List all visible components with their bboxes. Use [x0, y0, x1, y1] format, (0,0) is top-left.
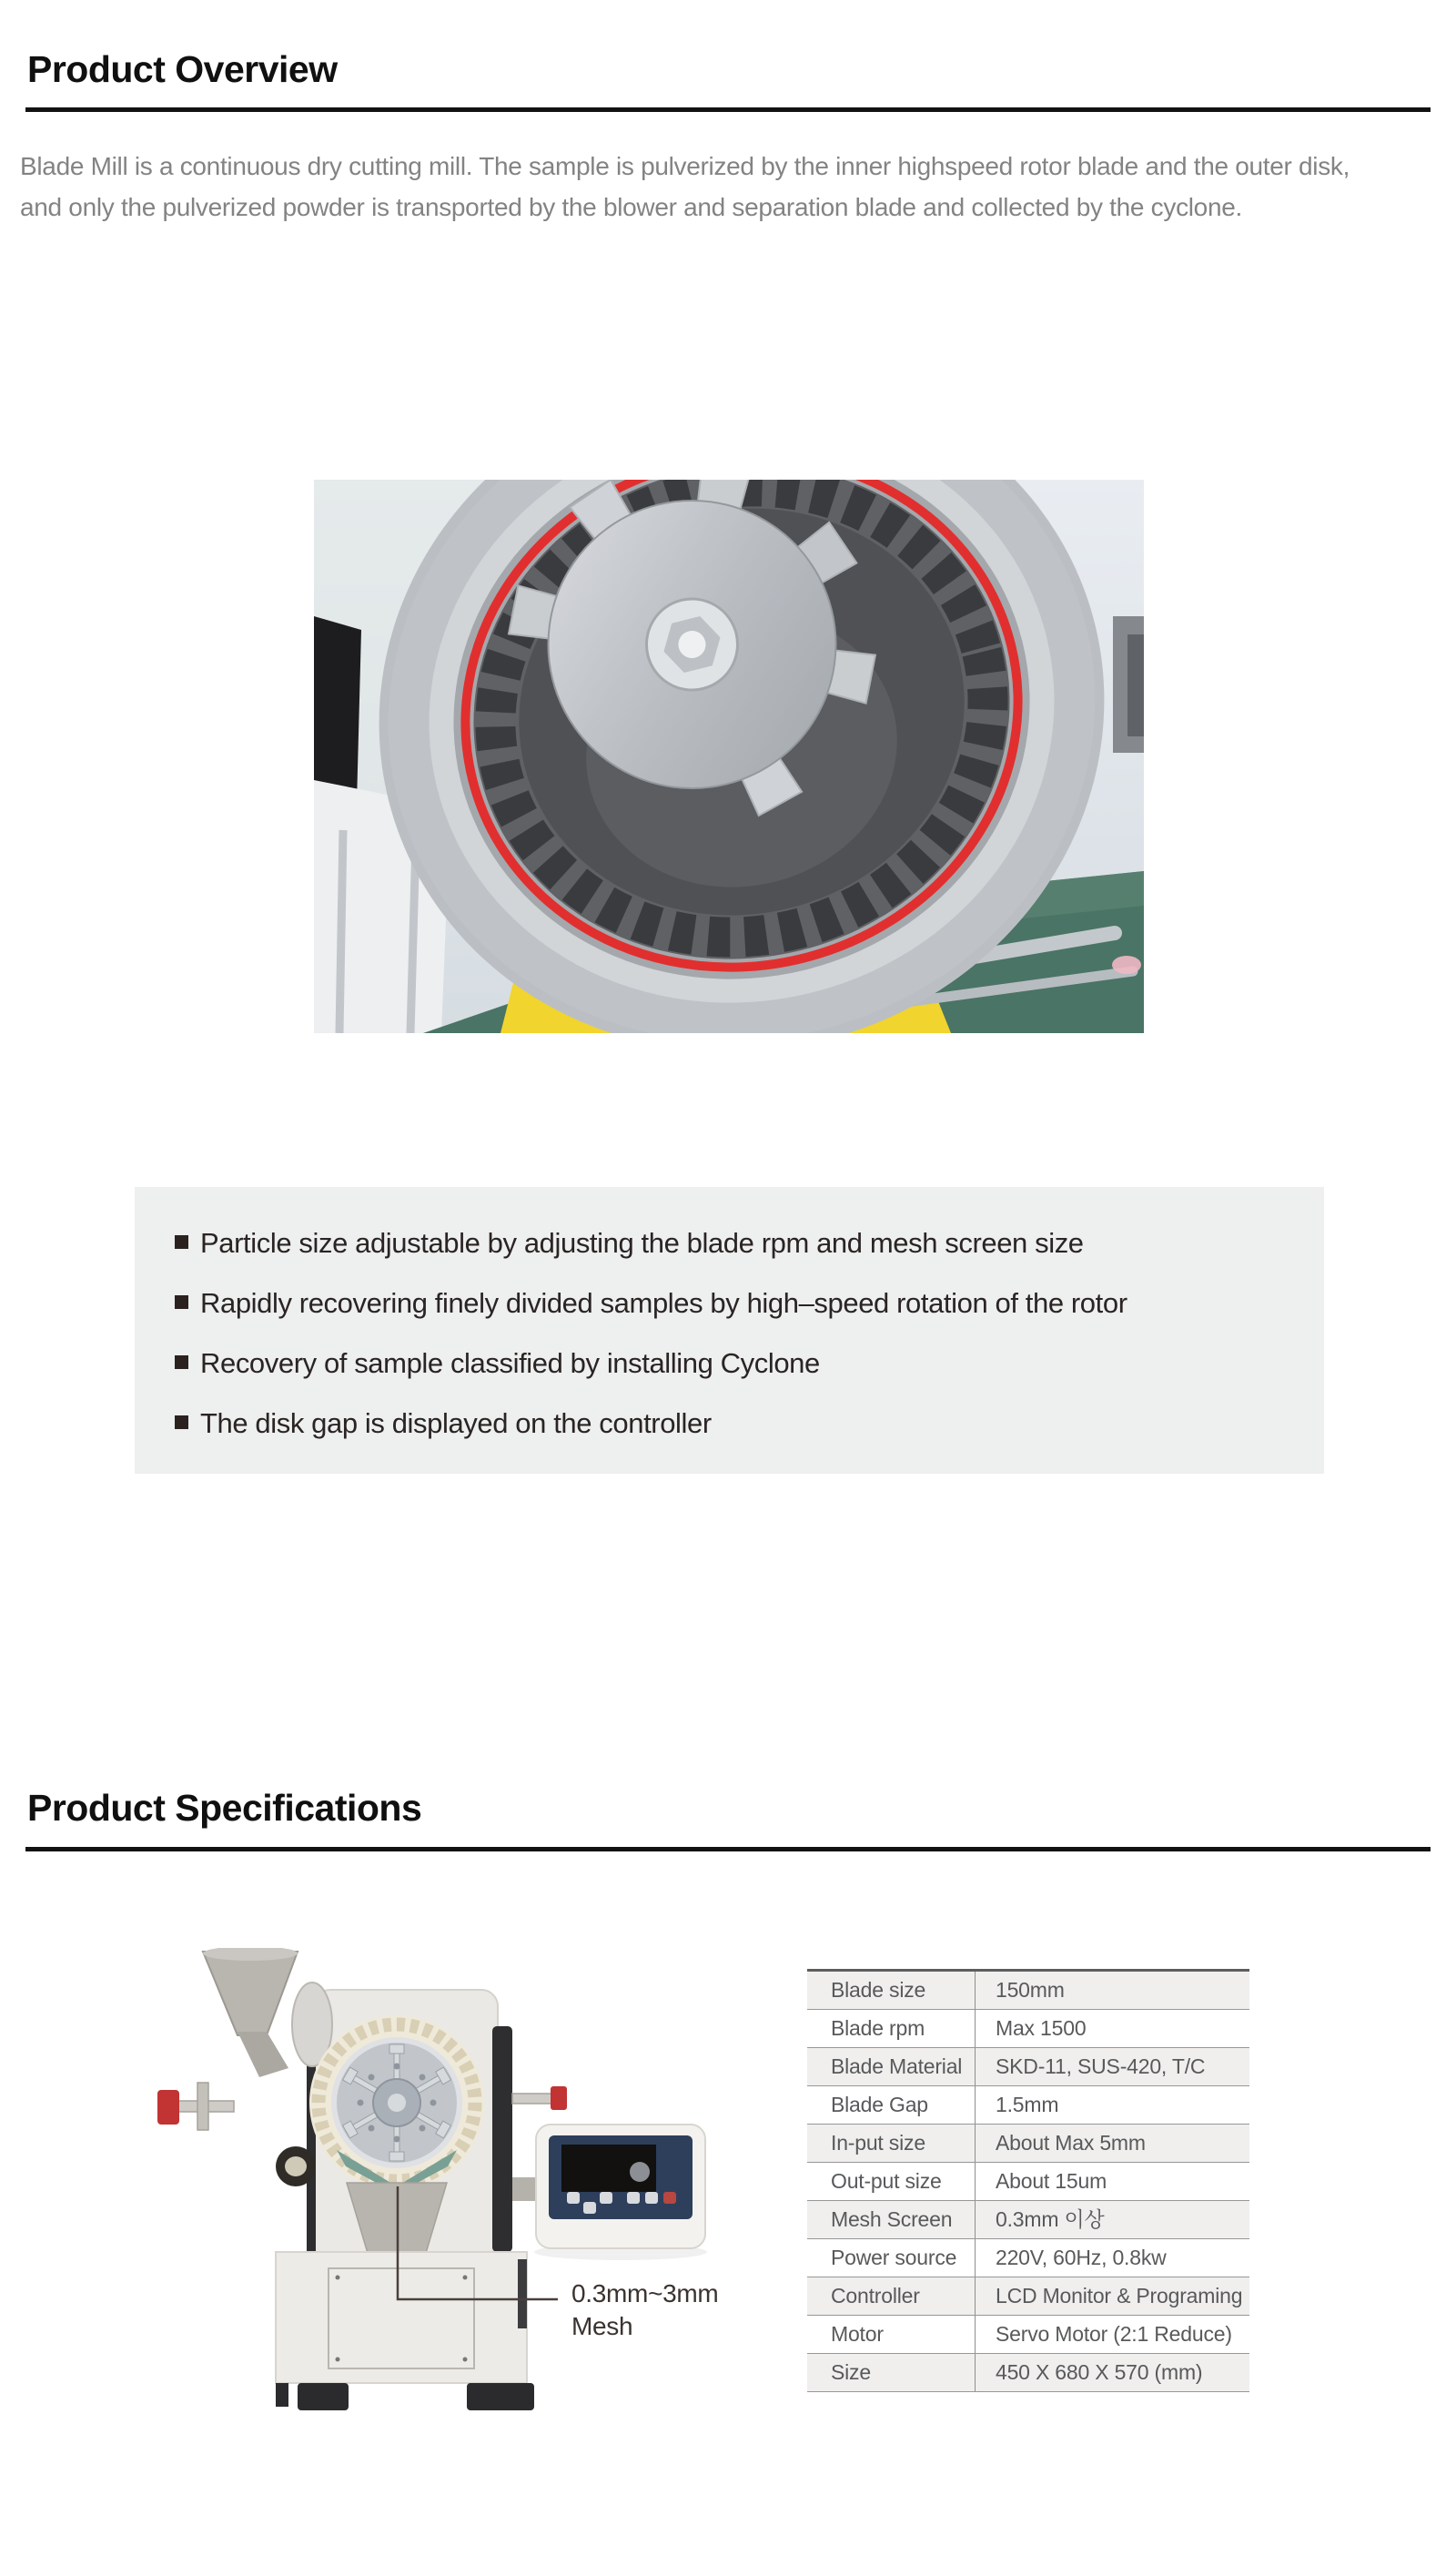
mesh-callout-line2: Mesh: [571, 2312, 633, 2340]
rotor-photo-illustration: [314, 480, 1144, 1033]
spec-row: [807, 2316, 1249, 2354]
spec-value: About 15um: [996, 2169, 1107, 2193]
spec-label: Controller: [807, 2277, 976, 2315]
bullet-square-icon: [175, 1415, 188, 1429]
bullet-square-icon: [175, 1235, 188, 1249]
feature-item: [175, 1288, 1127, 1318]
mesh-callout-label: [571, 2277, 718, 2343]
machine-diagram: [150, 1948, 742, 2421]
spec-value: 150mm: [996, 1978, 1065, 2002]
spec-label: Blade Material: [807, 2048, 976, 2085]
overview-paragraph: [20, 146, 1350, 228]
overview-paragraph-line: Blade Mill is a continuous dry cutting mill. The sample is pulverized by the inner highspeed rotor blade and the outer disk,: [20, 152, 1350, 180]
spec-label: Mesh Screen: [807, 2201, 976, 2238]
feature-text: Particle size adjustable by adjusting the blade rpm and mesh screen size: [200, 1226, 1084, 1259]
spec-label: In-put size: [807, 2125, 976, 2162]
spec-label: Size: [807, 2354, 976, 2391]
spec-value: SKD-11, SUS-420, T/C: [996, 2054, 1206, 2078]
spec-row: [807, 2277, 1249, 2316]
feature-text: Recovery of sample classified by installing Cyclone: [200, 1346, 820, 1379]
overview-title-rule: [25, 107, 1431, 112]
spec-row: [807, 2239, 1249, 2277]
specifications-section-title: Product Specifications: [27, 1787, 422, 1829]
spec-label: Out-put size: [807, 2163, 976, 2200]
machine-diagram-illustration: [150, 1948, 742, 2421]
spec-row: [807, 1972, 1249, 2010]
spec-row: [807, 2201, 1249, 2239]
feature-item: [175, 1228, 1084, 1258]
spec-label: Blade rpm: [807, 2010, 976, 2047]
bullet-square-icon: [175, 1295, 188, 1309]
overview-section-title: Product Overview: [27, 48, 338, 90]
spec-label: Motor: [807, 2316, 976, 2353]
spec-row: [807, 2125, 1249, 2163]
bullet-square-icon: [175, 1355, 188, 1369]
spec-row: [807, 2048, 1249, 2086]
spec-value: 220V, 60Hz, 0.8kw: [996, 2246, 1167, 2269]
spec-row: [807, 2354, 1249, 2392]
rotor-photo: [314, 480, 1144, 1033]
spec-row: [807, 2086, 1249, 2125]
spec-table: [807, 1969, 1249, 2392]
spec-label: Blade size: [807, 1972, 976, 2009]
spec-value: 450 X 680 X 570 (mm): [996, 2360, 1203, 2384]
spec-label: Power source: [807, 2239, 976, 2277]
spec-row: [807, 2163, 1249, 2201]
spec-value: LCD Monitor & Programing: [996, 2284, 1243, 2307]
feature-box: [135, 1187, 1324, 1474]
spec-value: About Max 5mm: [996, 2131, 1146, 2155]
spec-value: Max 1500: [996, 2016, 1087, 2040]
specifications-title-rule: [25, 1847, 1431, 1851]
spec-value: Servo Motor (2:1 Reduce): [996, 2322, 1232, 2346]
feature-item: [175, 1408, 712, 1438]
spec-value: 1.5mm: [996, 2093, 1059, 2116]
spec-label: Blade Gap: [807, 2086, 976, 2124]
spec-value: 0.3mm 이상: [996, 2207, 1105, 2231]
mesh-callout-line1: 0.3mm~3mm: [571, 2279, 719, 2307]
overview-paragraph-line: and only the pulverized powder is transported by the blower and separation blade and collected by the cyclone.: [20, 193, 1242, 221]
feature-text: Rapidly recovering finely divided samples by high–speed rotation of the rotor: [200, 1286, 1127, 1319]
feature-text: The disk gap is displayed on the controller: [200, 1406, 712, 1439]
feature-item: [175, 1348, 820, 1378]
spec-row: [807, 2010, 1249, 2048]
